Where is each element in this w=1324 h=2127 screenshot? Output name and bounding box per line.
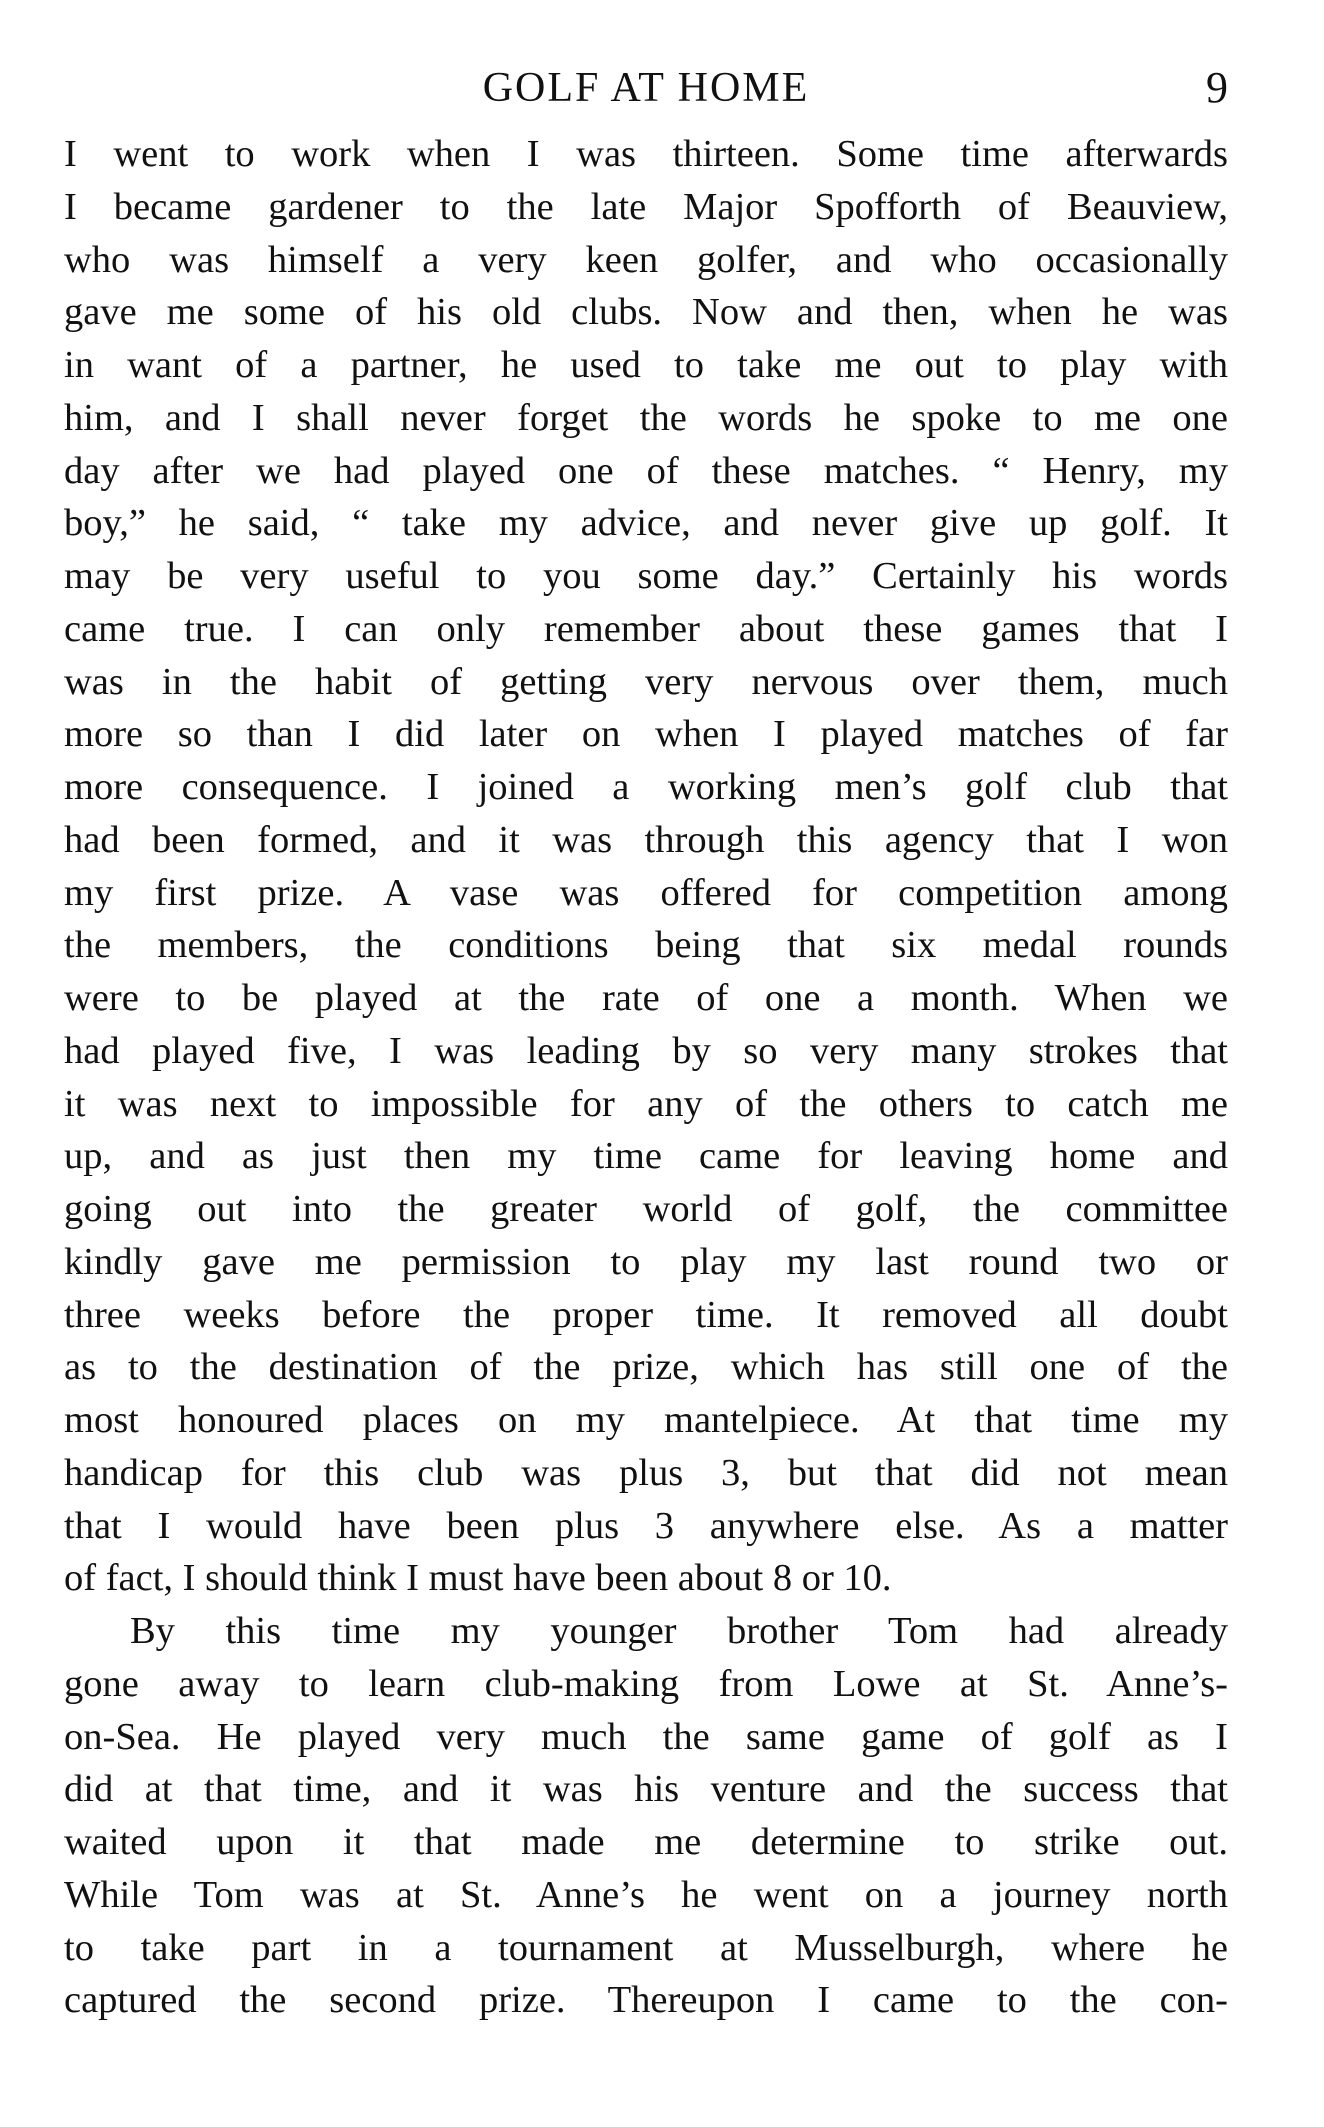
- text-line: had played five, I was leading by so very many strokes that: [64, 1029, 1228, 1072]
- text-line: three weeks before the proper time. It removed all doubt: [64, 1293, 1228, 1336]
- text-line: as to the destination of the prize, which has still one of the: [64, 1346, 1228, 1389]
- text-line: did at that time, and it was his venture and the success that: [64, 1768, 1228, 1811]
- text-line: who was himself a very keen golfer, and who occasionally: [64, 238, 1228, 281]
- text-line: I became gardener to the late Major Spofforth of Beauview,: [64, 185, 1228, 228]
- text-line: day after we had played one of these matches. “ Henry, my: [64, 449, 1228, 492]
- text-line: While Tom was at St. Anne’s he went on a journey north: [64, 1873, 1228, 1916]
- page-number: 9: [1206, 63, 1228, 112]
- text-line: had been formed, and it was through this agency that I won: [64, 818, 1228, 861]
- page-header: [64, 62, 1228, 114]
- text-line: the members, the conditions being that six medal rounds: [64, 924, 1228, 967]
- text-line: handicap for this club was plus 3, but that did not mean: [64, 1451, 1228, 1494]
- text-line: to take part in a tournament at Musselburgh, where he: [64, 1926, 1228, 1969]
- text-line: most honoured places on my mantelpiece. At that time my: [64, 1399, 1228, 1441]
- paragraph-end-line: of fact, I should think I must have been about 8 or 10.: [64, 1557, 892, 1600]
- text-line: may be very useful to you some day.” Certainly his words: [64, 555, 1228, 597]
- text-line: waited upon it that made me determine to strike out.: [64, 1821, 1228, 1863]
- text-line: up, and as just then my time came for leaving home and: [64, 1135, 1228, 1178]
- text-line: gave me some of his old clubs. Now and then, when he was: [64, 291, 1228, 334]
- text-line: him, and I shall never forget the words he spoke to me one: [64, 396, 1228, 439]
- text-line: that I would have been plus 3 anywhere else. As a matter: [64, 1504, 1228, 1547]
- text-line: captured the second prize. Thereupon I came to the con-: [64, 1979, 1228, 2022]
- text-line: going out into the greater world of golf, the committee: [64, 1188, 1228, 1230]
- paragraph-start-line: By this time my younger brother Tom had already: [130, 1610, 1228, 1652]
- text-line: it was next to impossible for any of the others to catch me: [64, 1082, 1228, 1125]
- text-line: on-Sea. He played very much the same game of golf as I: [64, 1715, 1228, 1758]
- text-line: boy,” he said, “ take my advice, and never give up golf. It: [64, 502, 1228, 545]
- text-line: came true. I can only remember about these games that I: [64, 607, 1228, 650]
- text-line: gone away to learn club-making from Lowe at St. Anne’s-: [64, 1662, 1228, 1705]
- body-text: [64, 128, 1228, 2027]
- running-title: GOLF AT HOME: [482, 65, 810, 111]
- text-line: kindly gave me permission to play my last round two or: [64, 1240, 1228, 1283]
- text-line: my first prize. A vase was offered for competition among: [64, 871, 1228, 914]
- text-line: I went to work when I was thirteen. Some time afterwards: [64, 133, 1228, 175]
- text-line: more consequence. I joined a working men’s golf club that: [64, 766, 1228, 808]
- text-line: more so than I did later on when I played matches of far: [64, 713, 1228, 756]
- text-line: in want of a partner, he used to take me out to play with: [64, 344, 1228, 386]
- text-line: was in the habit of getting very nervous over them, much: [64, 660, 1228, 703]
- text-line: were to be played at the rate of one a month. When we: [64, 977, 1228, 1019]
